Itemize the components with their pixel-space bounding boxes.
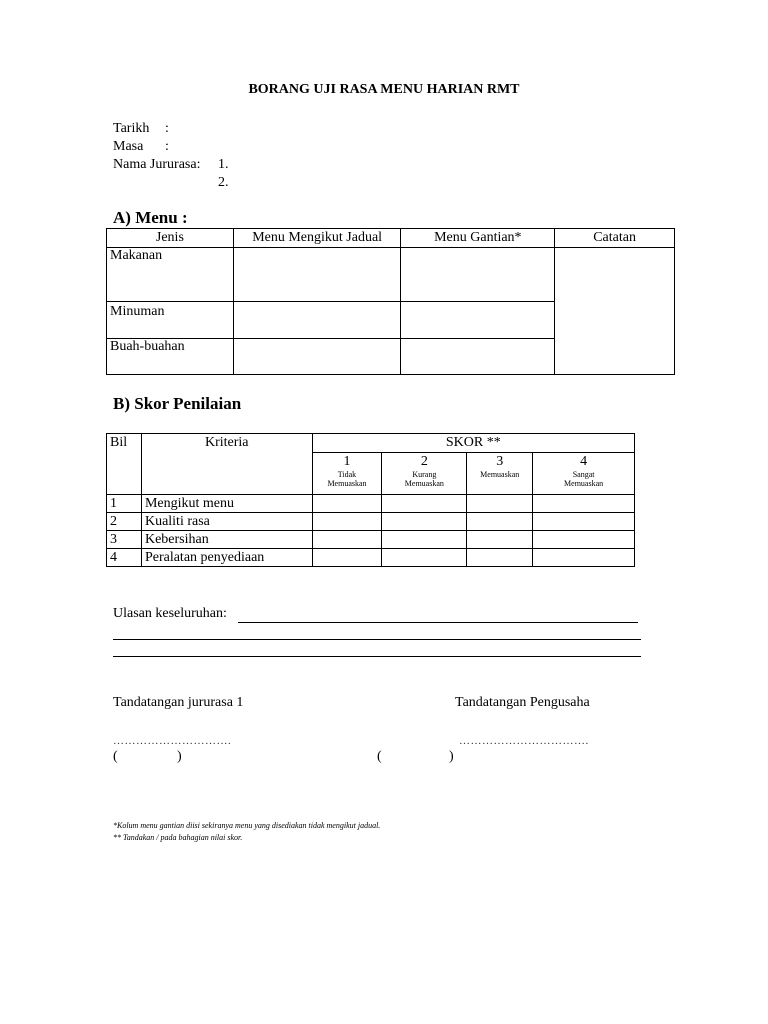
catatan-cell[interactable] <box>555 248 675 375</box>
ulasan-line-2[interactable] <box>113 639 641 640</box>
minuman-jadual-cell[interactable] <box>233 302 401 339</box>
score-2-header <box>382 453 467 495</box>
makanan-gantian-cell[interactable] <box>401 248 555 302</box>
score-3-number: 3 <box>496 454 504 469</box>
minuman-gantian-cell[interactable] <box>401 302 555 339</box>
score-cell[interactable] <box>382 549 467 567</box>
score-cell[interactable] <box>533 513 635 531</box>
kriteria-cell: Kualiti rasa <box>141 513 312 531</box>
footnote-skor: ** Tandakan / pada bahagian nilai skor. <box>113 833 243 842</box>
name-paren-open-right: ( <box>377 749 382 764</box>
buah-gantian-cell[interactable] <box>401 339 555 375</box>
table-row <box>107 513 635 531</box>
table-row <box>107 531 635 549</box>
kriteria-cell: Kebersihan <box>141 531 312 549</box>
jururasa-1-number: 1. <box>218 157 229 172</box>
table-row <box>107 495 635 513</box>
form-title: BORANG UJI RASA MENU HARIAN RMT <box>248 82 520 97</box>
signature-pengusaha-line[interactable]: ……………………………. <box>459 735 589 747</box>
skor-header-row <box>107 434 635 453</box>
score-cell[interactable] <box>533 531 635 549</box>
score-1-line2: Memuaskan <box>327 479 367 488</box>
row-label-buah-buahan: Buah-buahan <box>107 339 234 375</box>
score-cell[interactable] <box>382 513 467 531</box>
score-4-line1: Sangat <box>572 470 595 479</box>
score-1-number: 1 <box>343 454 351 469</box>
bil-cell: 2 <box>107 513 142 531</box>
menu-row-makanan <box>107 248 675 302</box>
signature-jururasa-label: Tandatangan jururasa 1 <box>113 695 244 710</box>
score-cell[interactable] <box>533 495 635 513</box>
ulasan-line-1[interactable] <box>238 622 638 623</box>
score-2-number: 2 <box>420 454 428 469</box>
ulasan-line-3[interactable] <box>113 656 641 657</box>
header-menu-gantian: Menu Gantian* <box>401 229 555 248</box>
score-2-line2: Memuaskan <box>404 479 444 488</box>
kriteria-cell: Peralatan penyediaan <box>141 549 312 567</box>
score-1-line1: Tidak <box>337 470 357 479</box>
score-4-line2: Memuaskan <box>564 479 604 488</box>
tarikh-colon: : <box>165 121 169 136</box>
score-4-number: 4 <box>580 454 588 469</box>
menu-table <box>106 228 675 375</box>
jururasa-2-number: 2. <box>218 175 229 190</box>
score-cell[interactable] <box>382 495 467 513</box>
ulasan-label: Ulasan keseluruhan: <box>113 606 227 621</box>
name-paren-open-left: ( <box>113 749 118 764</box>
bil-cell: 4 <box>107 549 142 567</box>
score-cell[interactable] <box>467 513 533 531</box>
masa-label: Masa <box>113 139 144 154</box>
score-cell[interactable] <box>312 531 382 549</box>
header-catatan: Catatan <box>555 229 675 248</box>
bil-cell: 1 <box>107 495 142 513</box>
section-b-heading: B) Skor Penilaian <box>113 394 242 413</box>
score-2-line1: Kurang <box>412 470 437 479</box>
footnote-menu-gantian: *Kolum menu gantian diisi sekiranya menu yang disediakan tidak mengikut jadual. <box>113 821 381 830</box>
score-1-header <box>312 453 382 495</box>
name-paren-close-left: ) <box>177 749 182 764</box>
score-3-header <box>467 453 533 495</box>
bil-cell: 3 <box>107 531 142 549</box>
makanan-jadual-cell[interactable] <box>233 248 401 302</box>
score-cell[interactable] <box>467 549 533 567</box>
score-cell[interactable] <box>312 513 382 531</box>
row-label-makanan: Makanan <box>107 248 234 302</box>
score-cell[interactable] <box>312 495 382 513</box>
buah-jadual-cell[interactable] <box>233 339 401 375</box>
signature-jururasa-line[interactable]: …………………………. <box>113 735 232 747</box>
score-4-header <box>533 453 635 495</box>
score-cell[interactable] <box>467 495 533 513</box>
skor-table <box>106 433 635 567</box>
score-cell[interactable] <box>312 549 382 567</box>
kriteria-cell: Mengikut menu <box>141 495 312 513</box>
header-skor: SKOR ** <box>312 434 634 453</box>
menu-header-row <box>107 229 675 248</box>
tarikh-label: Tarikh <box>113 121 150 136</box>
table-row <box>107 549 635 567</box>
header-kriteria: Kriteria <box>141 434 312 495</box>
masa-colon: : <box>165 139 169 154</box>
score-cell[interactable] <box>382 531 467 549</box>
nama-jururasa-label: Nama Jururasa: <box>113 157 201 172</box>
score-cell[interactable] <box>533 549 635 567</box>
header-jenis: Jenis <box>107 229 234 248</box>
header-bil: Bil <box>107 434 142 495</box>
header-menu-mengikut-jadual: Menu Mengikut Jadual <box>233 229 401 248</box>
score-cell[interactable] <box>467 531 533 549</box>
score-3-line1: Memuaskan <box>480 470 520 479</box>
row-label-minuman: Minuman <box>107 302 234 339</box>
name-paren-close-right: ) <box>449 749 454 764</box>
signature-pengusaha-label: Tandatangan Pengusaha <box>455 695 590 710</box>
section-a-heading: A) Menu : <box>113 208 188 227</box>
